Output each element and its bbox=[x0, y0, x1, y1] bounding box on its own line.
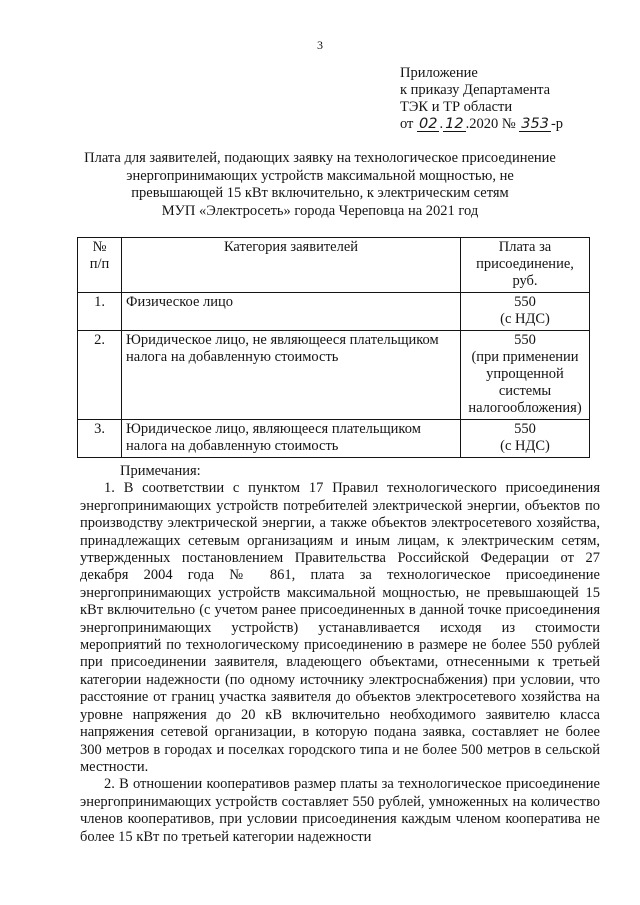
header-fee-line-3: руб. bbox=[512, 273, 538, 289]
header-number bbox=[78, 238, 122, 293]
table-row bbox=[78, 331, 590, 420]
handwritten-order-number: 353 bbox=[521, 116, 549, 132]
note-paragraph-2: 2. В отношении кооперативов размер платы за технологическое присоединение энергопринимающих устройств составляет 550 рублей, умноженных на количество членов кооперативов, при условии присоединения каждым членом кооператива не более 15 кВт по третьей категории надежности bbox=[80, 776, 600, 845]
document-title bbox=[60, 150, 580, 220]
table-row bbox=[78, 293, 590, 331]
notes-section bbox=[80, 463, 600, 846]
header-fee bbox=[461, 238, 590, 293]
appendix-line-2: к приказу Департамента bbox=[400, 82, 551, 98]
fee-line: (с НДС) bbox=[500, 311, 550, 327]
note-paragraph-1: 1. В соответствии с пунктом 17 Правил технологического присоединения энергопринимающих устройств потребителей электрической энергии, объектов по производству электрической энергии, а также объектов электросетевого хозяйства, принадлежащих сетевым организациям и иным лицам, к электрическим сетям, утвержденных постановлением Правительства Российской Федерации от 27 декабря 2004 года № 861, плата за технологическое присоединение энергопринимающих устройств максимальной мощностью, не превышающей 15 кВт включительно (с учетом ранее присоединенных в данной точке присоединения энергопринимающих устройств) устанавливается исходя из стоимости мероприятий по технологическому присоединению в размере не более 550 рублей при присоединении заявителя, владеющего объектами, отнесенными к третьей категории надежности (по одному источнику электроснабжения) при условии, что расстояние от границ участка заявителя до объектов электросетевого хозяйства на уровне напряжения до 20 кВ включительно необходимого заявителю класса напряжения сетевой организации, в которую подана заявка, составляет не более 300 метров в городах и поселках городского типа и не более 500 метров в сельской местности. bbox=[80, 480, 600, 775]
fee-table bbox=[77, 237, 590, 458]
handwritten-month: 12 bbox=[445, 116, 464, 132]
header-category: Категория заявителей bbox=[122, 238, 461, 293]
date-prefix: от bbox=[400, 116, 414, 132]
table-row bbox=[78, 420, 590, 458]
row-number: 2. bbox=[78, 331, 122, 420]
header-fee-line-2: присоединение, bbox=[476, 256, 574, 272]
title-line-3: превышающей 15 кВт включительно, к электрическим сетям bbox=[131, 185, 509, 201]
fee-line: 550 bbox=[514, 294, 536, 310]
row-fee bbox=[461, 420, 590, 458]
appendix-block bbox=[400, 65, 563, 133]
fee-line: (с НДС) bbox=[500, 438, 550, 454]
page-number: 3 bbox=[317, 38, 323, 52]
title-line-4: МУП «Электросеть» города Череповца на 2021 год bbox=[161, 202, 479, 219]
fee-line: (при применении bbox=[471, 349, 579, 365]
row-category: Физическое лицо bbox=[122, 293, 461, 331]
row-number: 1. bbox=[78, 293, 122, 331]
order-suffix: -р bbox=[550, 116, 564, 132]
row-number: 3. bbox=[78, 420, 122, 458]
header-number-line-1: № bbox=[92, 239, 107, 255]
fee-line: упрощенной bbox=[486, 366, 564, 382]
appendix-date-line: от 02 . 12 .2020 № 353 -р bbox=[400, 116, 564, 132]
row-category: Юридическое лицо, являющееся плательщиком налога на добавленную стоимость bbox=[122, 420, 461, 458]
fee-line: 550 bbox=[514, 332, 536, 348]
header-number-line-2: п/п bbox=[89, 256, 110, 272]
fee-line: 550 bbox=[514, 421, 536, 437]
fee-line: налогообложения) bbox=[468, 400, 582, 416]
table-header-row bbox=[78, 238, 590, 293]
year-and-number-sign: .2020 № bbox=[465, 116, 516, 132]
header-fee-line-1: Плата за bbox=[498, 239, 552, 255]
notes-heading: Примечания: bbox=[120, 463, 201, 479]
handwritten-day: 02 bbox=[419, 116, 438, 132]
row-fee bbox=[461, 331, 590, 420]
fee-line: системы bbox=[498, 383, 552, 399]
row-category: Юридическое лицо, не являющееся плательщиком налога на добавленную стоимость bbox=[122, 331, 461, 420]
appendix-line-3: ТЭК и ТР области bbox=[400, 99, 513, 115]
appendix-line-1: Приложение bbox=[400, 65, 478, 81]
title-line-1: Плата для заявителей, подающих заявку на технологическое присоединение bbox=[84, 150, 556, 166]
row-fee bbox=[461, 293, 590, 331]
title-line-2: энергопринимающих устройств максимальной мощностью, не bbox=[126, 167, 514, 184]
